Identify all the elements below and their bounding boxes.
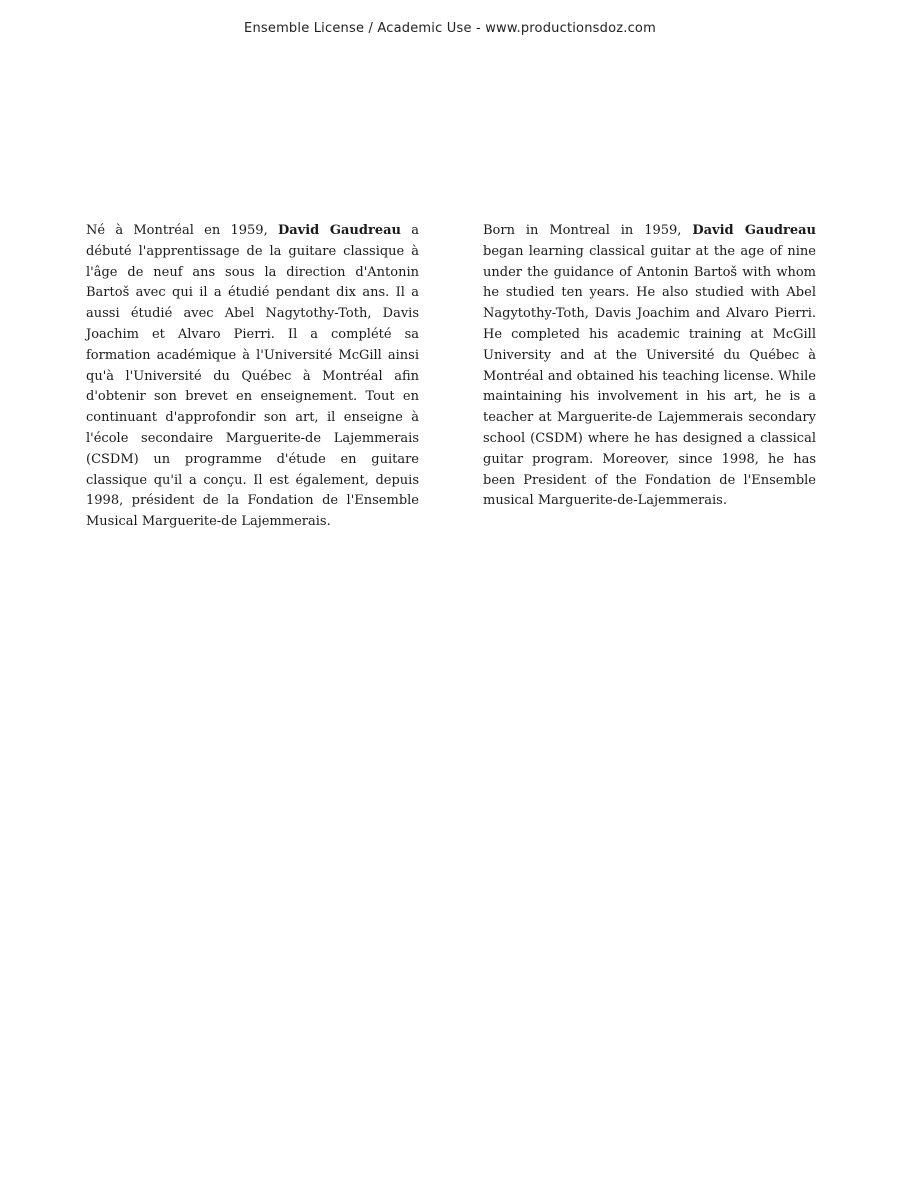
biography-english-body: began learning classical guitar at the age of nine under the guidance of Antonin Bartoš with whom he studied ten years. He also studied with Abel Nagytothy-Toth, Davis Joachim and Alvaro Pierri. He completed his academic training at McGill University and at the Université du Québec à Montréal and obtained his teaching license. While maintaining his involvement in his art, he is a teacher at Marguerite-de Lajemmerais secondary school (CSDM) where he has designed a classical guitar program. Moreover, since 1998, he has been President of the Fondation de l'Ensemble musical Marguerite-de-Lajemmerais. — [483, 243, 816, 509]
biography-french-body: a débuté l'apprentissage de la guitare classique à l'âge de neuf ans sous la direction d'Antonin Bartoš avec qui il a étudié pendant dix ans. Il a aussi étudié avec Abel Nagytothy-Toth, Davis Joachim et Alvaro Pierri. Il a complété sa formation académique à l'Université McGill ainsi qu'à l'Université du Québec à Montréal afin d'obtenir son brevet en enseignement. Tout en continuant d'approfondir son art, il enseigne à l'école secondaire Marguerite-de Lajemmerais (CSDM) un programme d'étude en guitare classique qu'il a conçu. Il est également, depuis 1998, président de la Fondation de l'Ensemble Musical Marguerite-de Lajemmerais. — [86, 223, 419, 530]
biography-english — [483, 221, 816, 512]
license-header: Ensemble License / Academic Use - www.productionsdoz.com — [244, 21, 656, 36]
biography-english-name: David Gaudreau — [692, 223, 816, 238]
biography-french-intro: Né à Montréal en 1959, — [86, 223, 278, 238]
biography-english-paragraph — [483, 221, 816, 512]
biography-french — [86, 221, 419, 533]
biography-french-name: David Gaudreau — [277, 223, 401, 238]
biography-french-paragraph — [86, 221, 419, 533]
biography-english-intro: Born in Montreal in 1959, — [483, 223, 693, 238]
